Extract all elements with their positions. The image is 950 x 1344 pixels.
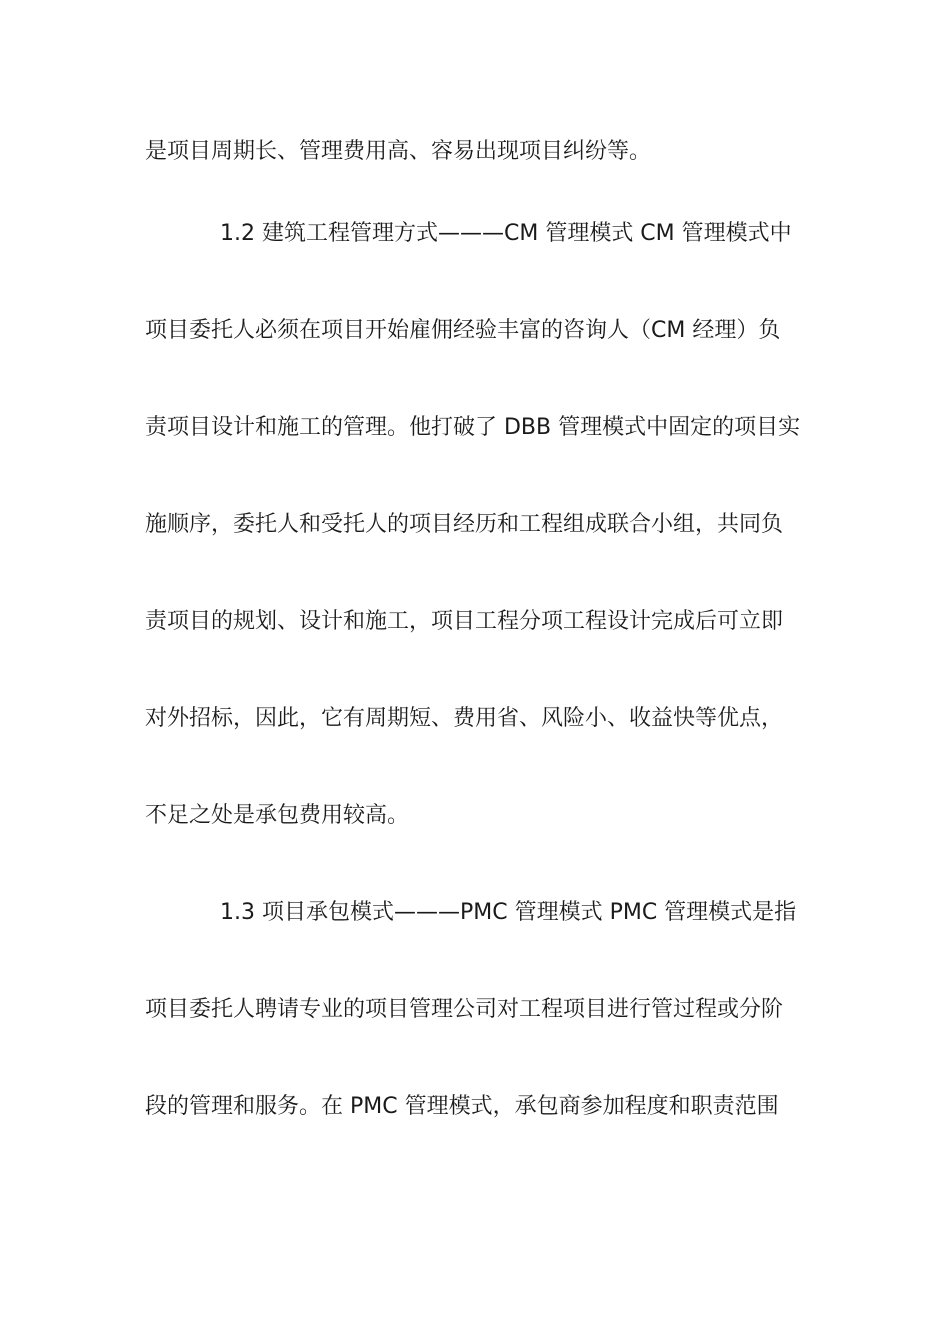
text-line: 责项目的规划、设计和施工，项目工程分项工程设计完成后可立即 bbox=[145, 609, 784, 634]
section-heading-line: 1.3 项目承包模式———PMC 管理模式 PMC 管理模式是指 bbox=[220, 900, 797, 925]
text-line: 施顺序，委托人和受托人的项目经历和工程组成联合小组，共同负 bbox=[145, 512, 784, 537]
text-line: 是项目周期长、管理费用高、容易出现项目纠纷等。 bbox=[145, 139, 652, 164]
section-heading-line: 1.2 建筑工程管理方式———CM 管理模式 CM 管理模式中 bbox=[220, 221, 792, 246]
text-line: 段的管理和服务。在 PMC 管理模式，承包商参加程度和职责范围 bbox=[145, 1094, 779, 1119]
text-line: 不足之处是承包费用较高。 bbox=[145, 803, 410, 828]
text-line: 对外招标，因此，它有周期短、费用省、风险小、收益快等优点， bbox=[145, 706, 784, 731]
text-line: 项目委托人必须在项目开始雇佣经验丰富的咨询人（CM 经理）负 bbox=[145, 318, 781, 343]
text-line: 项目委托人聘请专业的项目管理公司对工程项目进行管过程或分阶 bbox=[145, 997, 784, 1022]
text-line: 责项目设计和施工的管理。他打破了 DBB 管理模式中固定的项目实 bbox=[145, 415, 801, 440]
